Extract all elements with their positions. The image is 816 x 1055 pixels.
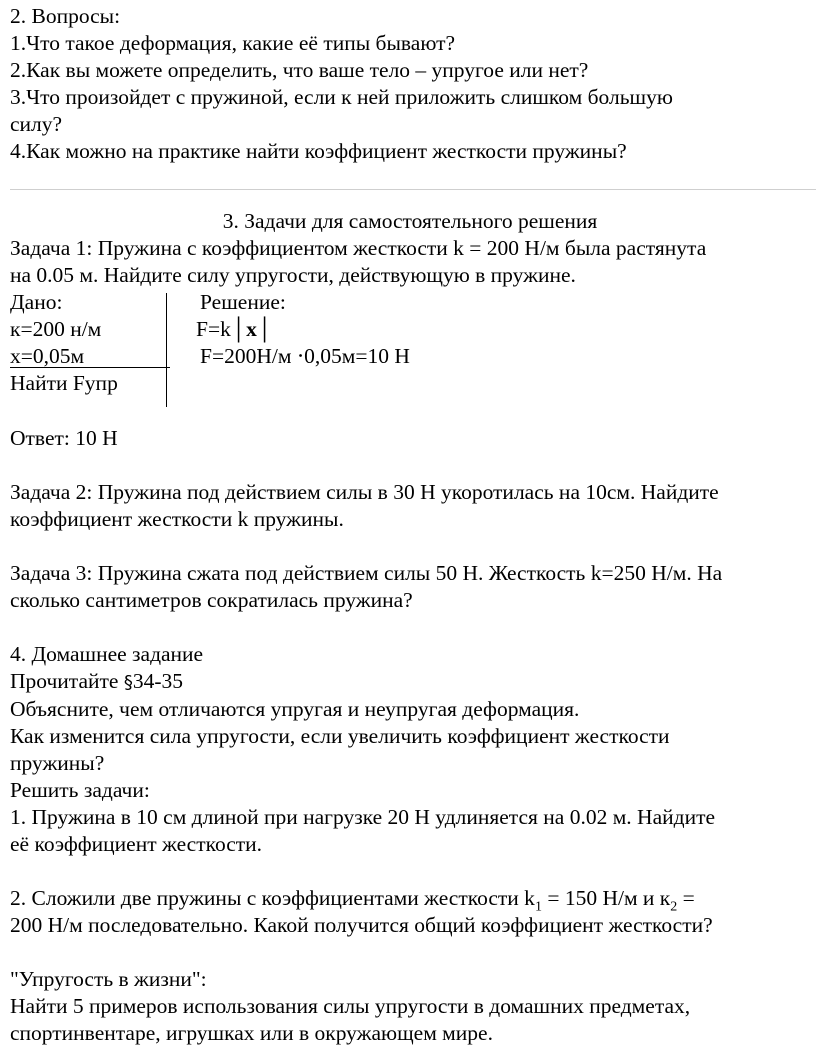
task-1-line-1: Задача 1: Пружина с коэффициентом жесткости k = 200 Н/м была растянута — [10, 236, 707, 260]
p2-part-3: = — [677, 886, 695, 910]
formula-x: х — [246, 317, 257, 341]
task-2-line-2: коэффициент жесткости k пружины. — [10, 507, 344, 531]
life-line-2: спортинвентаре, игрушках или в окружающем мире. — [10, 1021, 493, 1045]
task-2-line-1: Задача 2: Пружина под действием силы в 30 Н укоротилась на 10см. Найдите — [10, 480, 719, 504]
homework-change-line-1: Как изменится сила упругости, если увеличить коэффициент жесткости — [10, 724, 670, 748]
questions-heading: 2. Вопросы: — [10, 4, 121, 28]
p2-sub-2: 2 — [670, 899, 678, 915]
task-3-line-1: Задача 3: Пружина сжата под действием силы 50 Н. Жесткость k=250 Н/м. На — [10, 561, 723, 585]
life-heading: "Упругость в жизни": — [10, 967, 207, 991]
solution-label: Решение: — [200, 290, 286, 314]
question-4: 4.Как можно на практике найти коэффициент жесткости пружины? — [10, 139, 627, 163]
solution-column — [186, 289, 410, 370]
solve-heading: Решить задачи: — [10, 778, 150, 802]
given-x: х=0,05м — [10, 344, 85, 368]
given-separator — [166, 293, 167, 407]
p2-part-2: = 150 Н/м и к — [541, 886, 671, 910]
question-2: 2.Как вы можете определить, что ваше тело – упругое или нет? — [10, 58, 589, 82]
problem-2-line-2: 200 Н/м последовательно. Какой получится общий коэффициент жесткости? — [10, 913, 713, 937]
question-3-line-2: силу? — [10, 112, 63, 136]
given-underline — [10, 367, 170, 368]
p2-part-1: 2. Сложили две пружины с коэффициентами жесткости k — [10, 886, 535, 910]
homework-change-line-2: пружины? — [10, 751, 105, 775]
spacer — [10, 614, 810, 641]
tasks-heading: 3. Задачи для самостоятельного решения — [222, 209, 598, 233]
life-line-1: Найти 5 примеров использования силы упругости в домашних предметах, — [10, 994, 691, 1018]
answer: Ответ: 10 Н — [10, 426, 118, 450]
document-page — [10, 3, 810, 1047]
homework-explain: Объясните, чем отличаются упругая и неупругая деформация. — [10, 697, 580, 721]
given-column — [10, 289, 118, 397]
problem-1-line-1: 1. Пружина в 10 см длиной при нагрузке 20 Н удлиняется на 0.02 м. Найдите — [10, 805, 716, 829]
question-3-line-1: 3.Что произойдет с пружиной, если к ней приложить слишком большую — [10, 85, 673, 109]
solution-block — [10, 289, 810, 401]
p2-sub-1: 1 — [534, 899, 542, 915]
spacer — [10, 858, 810, 885]
find-value: Найти Fупр — [10, 371, 118, 395]
formula-bar-left: │ — [230, 317, 247, 341]
read-suffix: 34-35 — [132, 669, 183, 693]
spacer — [10, 452, 810, 479]
read-prefix: Прочитайте — [10, 669, 124, 693]
calculation: F=200Н/м ⋅0,05м=10 Н — [200, 344, 410, 368]
spacer — [10, 939, 810, 966]
section-symbol: § — [123, 672, 133, 693]
given-k: к=200 н/м — [10, 317, 102, 341]
question-1: 1.Что такое деформация, какие её типы бывают? — [10, 31, 456, 55]
homework-read — [10, 668, 810, 696]
spacer — [10, 165, 810, 208]
formula-prefix: F=k — [196, 317, 231, 341]
formula — [186, 316, 410, 343]
given-label: Дано: — [10, 290, 63, 314]
task-1-line-2: на 0.05 м. Найдите силу упругости, действующую в пружине. — [10, 263, 576, 287]
spacer — [10, 401, 810, 425]
problem-2-line-1 — [10, 885, 810, 915]
spacer — [10, 533, 810, 560]
task-3-line-2: сколько сантиметров сократилась пружина? — [10, 588, 413, 612]
formula-bar-right: │ — [256, 317, 273, 341]
problem-1-line-2: её коэффициент жесткости. — [10, 832, 263, 856]
homework-heading: 4. Домашнее задание — [10, 642, 204, 666]
